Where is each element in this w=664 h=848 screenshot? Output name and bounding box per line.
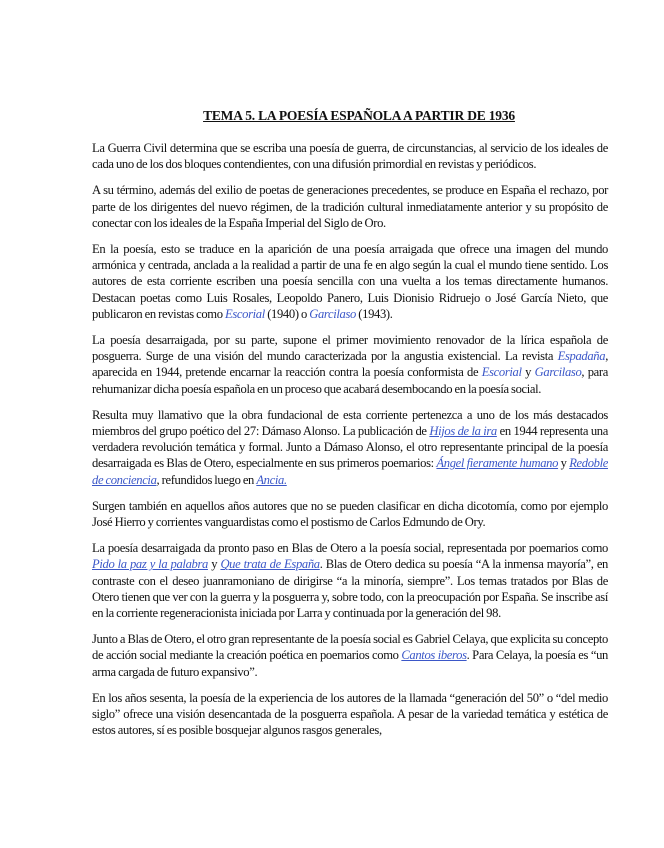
text-run: (1940) o [264,306,310,321]
text-run: La poesía desarraigada, por su parte, supone el primer movimiento renovador de la lírica española de posguerra. Surge de una visión del mundo caracterizada por la angustia existencial. La revista [92,333,608,364]
text-run: y [558,456,570,471]
link-ancia[interactable]: Ancia. [256,472,287,487]
paragraph-1: La Guerra Civil determina que se escriba una poesía de guerra, de circunstancias, al servicio de los ideales de cada uno de los dos bloques contendientes, con una difusión primordial en revistas y periódicos. [92,141,608,172]
paragraph-7 [92,540,608,621]
page-title: TEMA 5. LA POESÍA ESPAÑOLA A PARTIR DE 1936 [203,108,515,123]
paragraph-3 [92,241,608,322]
link-que-trata-de-espana[interactable]: Que trata de España [220,557,320,572]
journal-escorial: Escorial [481,365,522,380]
journal-garcilaso: Garcilaso [534,365,582,380]
paragraph-2: A su término, además del exilio de poetas de generaciones precedentes, se produce en España el rechazo, por parte de los dirigentes del nuevo régimen, de la tradición cultural inmediatamente anterior y su propósito de conectar con los ideales de la España Imperial del Siglo de Oro. [92,183,608,230]
text-run: (1943). [355,306,393,321]
text-run: La poesía desarraigada da pronto paso en Blas de Otero a la poesía social, representada por poemarios como [92,541,608,556]
paragraph-4 [92,332,608,397]
text-run: , refundidos luego en [156,472,257,487]
link-pido-la-paz[interactable]: Pido la paz y la palabra [92,557,208,572]
link-cantos-iberos[interactable]: Cantos iberos [401,648,467,663]
paragraph-9: En los años sesenta, la poesía de la experiencia de los autores de la llamada “generación del 50” o “del medio siglo” ofrece una visión desencantada de la posguerra española. A pesar de la variedad temática y estética de estos autores, sí es posible bosquejar algunos rasgos generales, [92,690,608,738]
paragraph-5 [92,407,608,488]
journal-garcilaso: Garcilaso [309,306,356,321]
text-run: Junto a Blas de Otero, el otro gran representante de la poesía social es Gabriel Celaya, que explicita su concepto de acción social mediante la creación poética en poemarios como [92,632,608,663]
link-angel-fieramente-humano[interactable]: Ángel fieramente humano [436,456,559,471]
link-hijos-de-la-ira[interactable]: Hijos de la ira [429,424,497,439]
text-run: y [207,557,221,572]
text-run: , aparecida en 1944, pretende encarnar la reacción contra la poesía conformista de [92,349,608,380]
text-run: En la poesía, esto se traduce en la aparición de una poesía arraigada que ofrece una imagen del mundo armónica y centrada, anclada a la realidad a partir de una fe en algo según la cual el mundo tiene sentido. Los autores de esta corriente escriben una poesía sencilla con una vuelta a los temas directamente humanos. Destacan poetas como Luis Rosales, Leopoldo Panero, Luis Dionisio Ridruejo o José García Nieto, que publicaron en revistas como [92,242,608,321]
paragraph-8 [92,631,608,680]
journal-espadana: Espadaña [557,349,606,364]
text-run: y [521,365,535,380]
text-run: Resulta muy llamativo que la obra fundacional de esta corriente pertenezca a uno de los más destacados miembros del grupo poético del 27: Dámaso Alonso. La publicación de [92,407,608,439]
link-redoble-de-conciencia[interactable]: Redoble de conciencia [92,456,608,487]
paragraph-6: Surgen también en aquellos años autores que no se pueden clasificar en dicha dicotomía, como por ejemplo José Hierro y corrientes vanguardistas como el postismo de Carlos Edmundo de Ory. [92,498,608,530]
text-run: , para rehumanizar dicha poesía española en un proceso que acabará desembocando en la poesía social. [92,365,608,396]
text-run: en 1944 representa una verdadera revolución temática y formal. Junto a Dámaso Alonso, el otro representante principal de la poesía desarraigada es Blas de Otero, especialmente en sus primeros poemarios: [92,424,608,471]
text-run: . Blas de Otero dedica su poesía “A la inmensa mayoría”, en contraste con el deseo juanramoniano de dirigirse “a la minoría, siempre”. Los temas tratados por Blas de Otero tienen que ver con la guerra y la posguerra y, sobre todo, con la preocupación por España. Se inscribe así en la corriente regeneracionista iniciada por Larra y continuada por la generación del 98. [92,557,609,621]
journal-escorial: Escorial [225,306,265,321]
text-run: . Para Celaya, la poesía es “un arma cargada de futuro expansivo”. [92,648,608,679]
